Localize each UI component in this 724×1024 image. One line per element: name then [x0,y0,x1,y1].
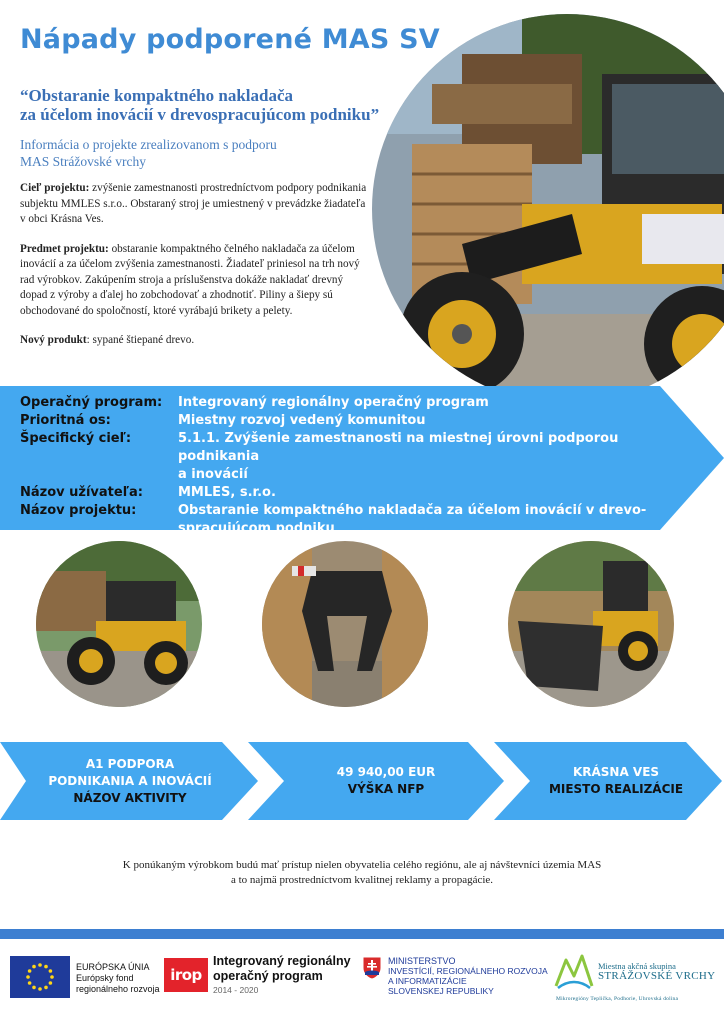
mas-line-2: STRÁŽOVSKÉ VRCHY [598,970,716,982]
program-row-label [20,466,178,484]
page-title: Nápady podporené MAS SV [20,24,440,55]
bucket-illustration [508,541,674,707]
eu-logo-text [76,962,160,995]
mas-mountain-logo-icon [554,952,594,990]
project-info [20,136,340,170]
ministry-line-2: INVESTÍCIÍ, REGIONÁLNEHO ROZVOJA [388,966,548,976]
mas-logo-text [598,961,715,981]
program-row-value: MMLES, s.r.o. [178,485,276,500]
program-row-value: spracujúcom podniku [178,521,335,536]
irop-years: 2014 - 2020 [213,985,259,995]
program-row [20,412,700,430]
program-row-label: Názov projektu: [20,503,137,518]
eu-line-2: Európsky fond [76,973,134,983]
program-row-label: Prioritná os: [20,413,111,428]
produkt-text: : sypané štiepané drevo. [86,334,195,346]
irop-line-2: operačný program [213,969,323,983]
ciel-text: zvýšenie zamestnanosti prostredníctvom podpory podnikania subjektu MMLES s.r.o.. Obstaraný stroj je umiestnený v prevádzke žiadateľa v obci Krásna Ves. [20,182,367,225]
irop-logo-icon: irop [164,958,208,992]
location-caption: MIESTO REALIZÁCIE [548,782,684,796]
produkt-label: Nový produkt [20,334,87,346]
arrow-activity [0,742,260,820]
irop-logo-text [213,954,351,984]
grapple-illustration [262,541,428,707]
produkt-paragraph [20,333,372,349]
program-row [20,430,700,466]
activity-caption: NÁZOV AKTIVITY [73,790,187,805]
project-subtitle [20,86,430,124]
closing-statement [60,858,664,888]
closing-line-2: a to najmä prostredníctvom kvalitnej reklamy a propagácie. [230,874,494,886]
ciel-label: Cieľ projektu: [20,182,90,194]
subtitle-line-2: za účelom inovácií v drevospracujúcom podniku” [20,105,380,124]
photo-loader-bucket [508,541,674,707]
program-row-value: Obstaranie kompaktného nakladača za účelom inovácií v drevo- [178,503,647,518]
program-row [20,466,700,484]
ciel-paragraph [20,181,372,228]
loader-yard-illustration [36,541,202,707]
program-row-label: Špecifický cieľ: [20,431,132,446]
program-row-label: Operačný program: [20,395,163,410]
predmet-label: Predmet projektu: [20,242,109,255]
eu-flag-icon [10,956,70,998]
location-value: KRÁSNA VES [572,765,660,779]
program-rows [20,394,700,538]
irop-line-1: Integrovaný regionálny [213,954,351,968]
program-row [20,502,700,520]
eu-line-3: regionálneho rozvoja [76,984,160,994]
photo-loader-yard [36,541,202,707]
amount-value: 49 940,00 EUR [336,765,436,779]
arrow-amount [248,742,506,820]
program-row-value: Miestny rozvoj vedený komunitou [178,413,426,428]
info-line-2: MAS Strážovské vrchy [20,154,146,169]
ministry-line-1: MINISTERSTVO [388,956,456,966]
ministry-line-3: A INFORMATIZÁCIE [388,976,467,986]
program-info-band [0,386,724,536]
loader-photo-illustration [372,14,724,404]
eu-line-1: EURÓPSKA ÚNIA [76,962,150,972]
project-description [20,181,372,363]
closing-line-1: K ponúkaným výrobkom budú mať prístup nielen obyvatelia celého regiónu, ale aj návštevníci územia MAS [122,859,602,871]
program-row-label: Názov užívateľa: [20,485,143,500]
arrow-location [494,742,724,820]
info-line-1: Informácia o projekte zrealizovanom s podporu [20,137,277,152]
mas-line-1: Miestna akčná skupina [598,961,676,971]
slovak-coat-of-arms-icon [362,956,382,980]
ministry-line-4: SLOVENSKEJ REPUBLIKY [388,986,494,996]
subtitle-line-1: “Obstaranie kompaktného nakladača [20,86,293,105]
program-row-value: Integrovaný regionálny operačný program [178,395,489,410]
ministry-logo-text [388,956,548,996]
program-row-label [20,520,178,538]
photo-grapple-attachment [262,541,428,707]
footer-divider-bar [0,929,724,939]
program-row-value: 5.1.1. Zvýšenie zamestnanosti na miestnej úrovni podporou podnikania [178,431,619,464]
predmet-text: obstaranie kompaktného čelného nakladača za účelom inovácií a za účelom zvýšenia zamestnanosti. Žiadateľ priniesol na trh nový rad výrobkov. Zakúpením stroja a príslušenstva dokáže nakladať drevný dopad z výroby a ďalej ho zobchodovať a zhodnotiť. Piliny a šiepy sú obchodované do spoločností, ktoré vyrábajú brikety a pelety. [20,242,360,317]
activity-code: A1 PODPORA [85,756,175,771]
hero-photo-loader [372,14,724,404]
program-row [20,394,700,412]
amount-caption: VÝŠKA NFP [347,782,425,796]
predmet-paragraph [20,242,372,320]
activity-name: PODNIKANIA A INOVÁCIÍ [48,773,212,788]
program-row [20,484,700,502]
program-row-value: a inovácií [178,467,248,482]
mas-subtitle: Mikroregióny Teplička, Podhorie, Uhrovská dolina [556,996,679,1002]
program-row [20,520,700,538]
